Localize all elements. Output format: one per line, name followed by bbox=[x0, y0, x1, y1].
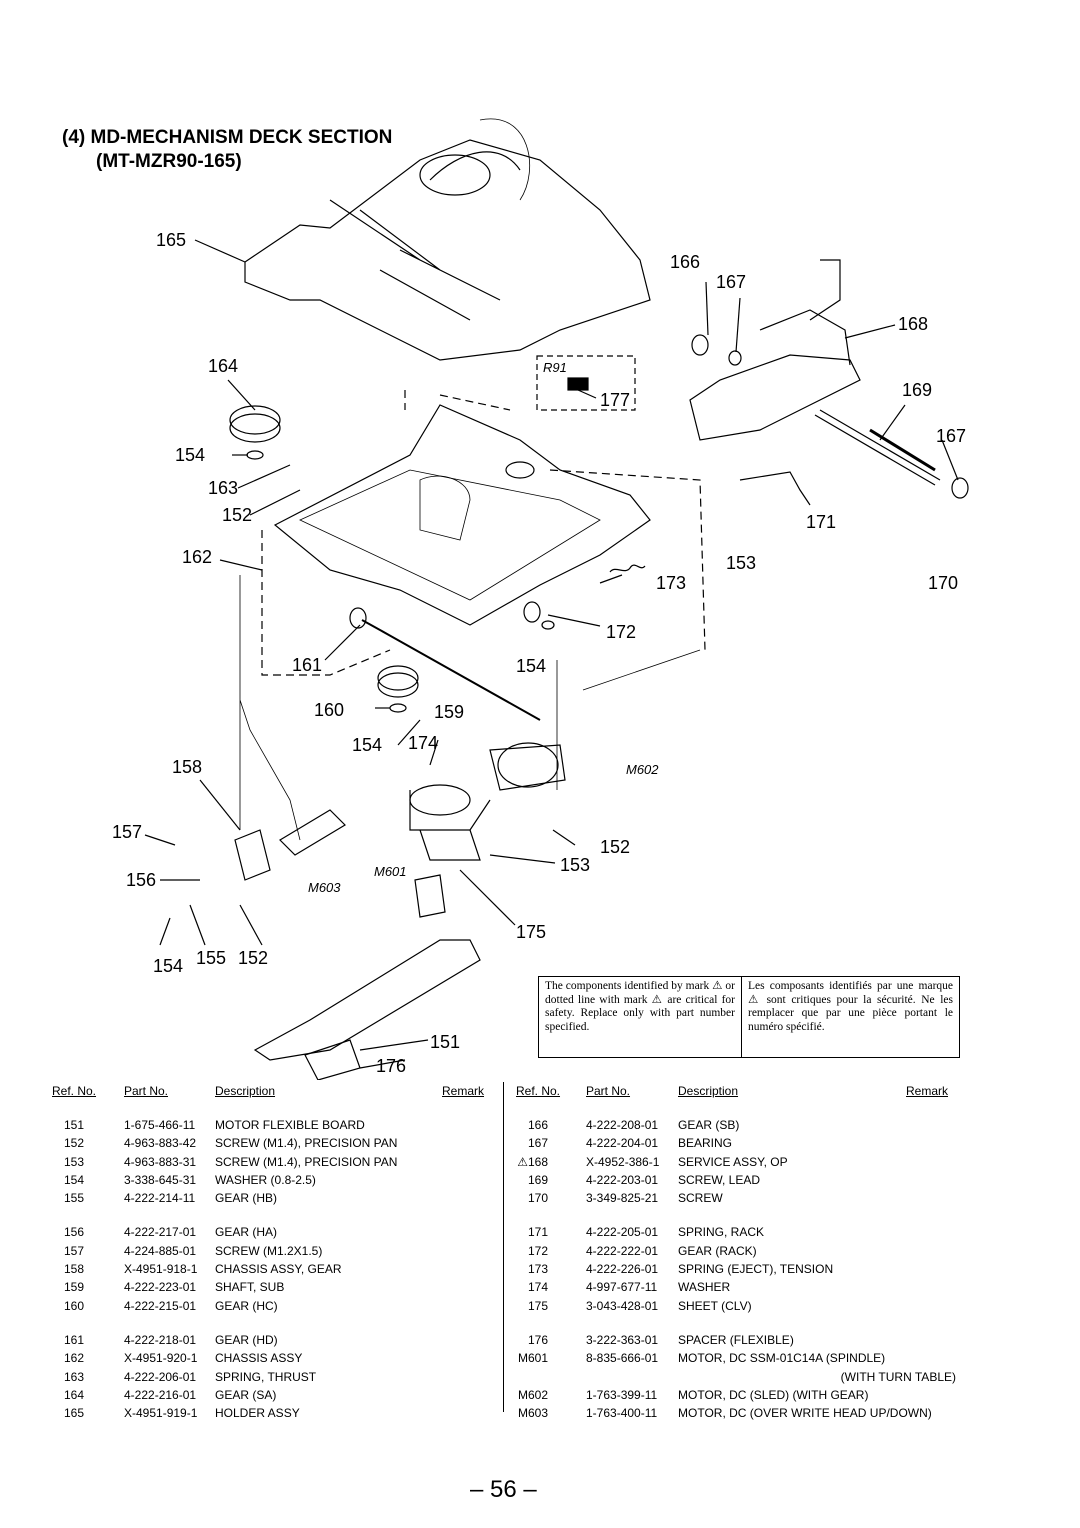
callout-152a: 152 bbox=[222, 505, 253, 525]
desc-cell: GEAR (HB) bbox=[215, 1191, 278, 1206]
table-row bbox=[516, 1351, 956, 1369]
part-cell: 4-222-214-11 bbox=[124, 1191, 196, 1206]
safety-notice-fr: Les composants identifiés par une marque ⚠ sont critiques pour la sécurité. Ne les remplacer que par une pièce portant le numéro spécifié. bbox=[748, 980, 953, 1033]
section-title-line2: (MT-MZR90-165) bbox=[96, 151, 242, 172]
desc-cell: GEAR (SB) bbox=[678, 1118, 740, 1132]
callout-164: 164 bbox=[208, 356, 239, 376]
desc-cell: GEAR (HD) bbox=[215, 1332, 278, 1347]
part-cell: 3-043-428-01 bbox=[586, 1298, 659, 1313]
desc-cell: SPRING (EJECT), TENSION bbox=[678, 1262, 834, 1277]
ref-cell: 172 bbox=[527, 1243, 548, 1258]
ref-cell: 173 bbox=[527, 1262, 548, 1277]
table-row bbox=[516, 1173, 956, 1191]
ref-label-m603: M603 bbox=[308, 880, 341, 895]
desc-cell: SCREW bbox=[678, 1191, 723, 1206]
desc-cell: GEAR (RACK) bbox=[678, 1243, 757, 1258]
table-row bbox=[52, 1299, 492, 1317]
safety-notice bbox=[538, 976, 960, 1058]
table-row bbox=[516, 1262, 956, 1280]
desc-cell: WASHER (0.8-2.5) bbox=[215, 1172, 316, 1187]
table-row bbox=[516, 1155, 956, 1173]
table-row bbox=[52, 1173, 492, 1191]
table-row bbox=[516, 1225, 956, 1243]
ref-cell: 158 bbox=[63, 1262, 84, 1277]
table-header bbox=[52, 1084, 492, 1102]
table-row bbox=[52, 1244, 492, 1262]
desc-cell: HOLDER ASSY bbox=[215, 1406, 300, 1421]
callout-171: 171 bbox=[806, 512, 837, 532]
callout-158: 158 bbox=[172, 757, 203, 777]
desc-cell: SCREW (M1.2X1.5) bbox=[215, 1243, 323, 1258]
header-remark: Remark bbox=[906, 1084, 949, 1098]
callout-165: 165 bbox=[156, 230, 187, 250]
callout-154d: 154 bbox=[153, 956, 184, 976]
part-cell: 4-222-226-01 bbox=[586, 1262, 659, 1277]
table-row bbox=[52, 1136, 492, 1154]
part-cell: 1-763-400-11 bbox=[586, 1406, 658, 1421]
callout-154a: 154 bbox=[175, 445, 206, 465]
part-cell: 4-222-203-01 bbox=[586, 1172, 659, 1187]
table-row bbox=[516, 1388, 956, 1406]
desc-cell: CHASSIS ASSY, GEAR bbox=[215, 1262, 342, 1277]
table-row bbox=[52, 1406, 492, 1424]
desc-cell: GEAR (HC) bbox=[215, 1298, 278, 1313]
table-row bbox=[516, 1244, 956, 1262]
part-cell: 4-222-216-01 bbox=[124, 1387, 197, 1402]
table-row bbox=[516, 1333, 956, 1351]
callout-177: 177 bbox=[600, 390, 631, 410]
part-cell: 4-224-885-01 bbox=[124, 1243, 197, 1258]
part-cell: 3-222-363-01 bbox=[586, 1332, 659, 1347]
ref-cell: 159 bbox=[63, 1280, 84, 1295]
ref-cell: 161 bbox=[63, 1332, 84, 1347]
callout-162: 162 bbox=[182, 547, 213, 567]
table-row bbox=[52, 1262, 492, 1280]
part-cell: 4-963-883-31 bbox=[124, 1154, 197, 1169]
part-cell: 4-222-204-01 bbox=[586, 1136, 659, 1151]
header-ref: Ref. No. bbox=[516, 1084, 561, 1098]
desc-cell: MOTOR, DC SSM-01C14A (SPINDLE) bbox=[678, 1351, 886, 1366]
table-row bbox=[516, 1191, 956, 1209]
ref-cell: 166 bbox=[527, 1118, 548, 1132]
callout-152c: 152 bbox=[238, 948, 269, 968]
desc-cell: GEAR (SA) bbox=[215, 1387, 277, 1402]
ref-cell: M603 bbox=[517, 1406, 548, 1421]
ref-cell: 157 bbox=[63, 1243, 84, 1258]
parts-table-right bbox=[516, 1084, 956, 1424]
table-row bbox=[516, 1118, 956, 1136]
callout-151: 151 bbox=[430, 1032, 461, 1052]
ref-cell: 174 bbox=[527, 1280, 548, 1295]
part-cell: 4-222-208-01 bbox=[586, 1118, 659, 1132]
safety-notice-en: The components identified by mark ⚠ or dotted line with mark ⚠ are critical for safety. Replace only with part number specified. bbox=[539, 977, 742, 1057]
callout-161: 161 bbox=[292, 655, 323, 675]
part-cell: X-4952-386-1 bbox=[586, 1154, 660, 1169]
desc-cell: MOTOR, DC (OVER WRITE HEAD UP/DOWN) bbox=[678, 1406, 932, 1421]
desc-cell: SCREW (M1.4), PRECISION PAN bbox=[215, 1154, 398, 1169]
header-remark: Remark bbox=[442, 1084, 485, 1098]
parts-table-left bbox=[52, 1084, 492, 1424]
part-cell: 1-763-399-11 bbox=[586, 1387, 658, 1402]
ref-cell: 170 bbox=[527, 1191, 548, 1206]
part-cell: 4-222-222-01 bbox=[586, 1243, 659, 1258]
ref-cell: M602 bbox=[517, 1387, 548, 1402]
callout-172: 172 bbox=[606, 622, 637, 642]
desc-cell: SHEET (CLV) bbox=[678, 1298, 752, 1313]
desc-cell: (WITH TURN TABLE) bbox=[840, 1369, 956, 1384]
part-cell: 4-222-205-01 bbox=[586, 1225, 659, 1240]
desc-cell: SERVICE ASSY, OP bbox=[678, 1154, 788, 1169]
table-row bbox=[52, 1155, 492, 1173]
ref-label-r91: R91 bbox=[543, 360, 567, 375]
part-cell: 4-222-217-01 bbox=[124, 1225, 197, 1240]
part-cell: X-4951-919-1 bbox=[124, 1406, 198, 1421]
callout-154c: 154 bbox=[352, 735, 383, 755]
part-cell: 3-338-645-31 bbox=[124, 1172, 197, 1187]
ref-cell: 156 bbox=[63, 1225, 84, 1240]
part-cell: 4-222-218-01 bbox=[124, 1332, 197, 1347]
callout-157: 157 bbox=[112, 822, 143, 842]
part-cell: 4-222-215-01 bbox=[124, 1298, 197, 1313]
desc-cell: BEARING bbox=[678, 1136, 733, 1151]
ref-cell: 176 bbox=[527, 1332, 548, 1347]
part-cell: X-4951-918-1 bbox=[124, 1262, 198, 1277]
callout-153a: 153 bbox=[726, 553, 757, 573]
ref-label-m602: M602 bbox=[626, 762, 659, 777]
ref-cell: 171 bbox=[527, 1225, 548, 1240]
callout-167: 167 bbox=[716, 272, 747, 292]
table-header bbox=[516, 1084, 956, 1102]
ref-cell: 164 bbox=[63, 1387, 84, 1402]
part-cell: 1-675-466-11 bbox=[124, 1118, 196, 1132]
callout-152b: 152 bbox=[600, 837, 631, 857]
header-desc: Description bbox=[678, 1084, 739, 1098]
callout-163: 163 bbox=[208, 478, 239, 498]
part-cell: 8-835-666-01 bbox=[586, 1351, 659, 1366]
ref-cell: 152 bbox=[63, 1136, 84, 1151]
desc-cell: SPRING, THRUST bbox=[215, 1369, 317, 1384]
desc-cell: MOTOR, DC (SLED) (WITH GEAR) bbox=[678, 1387, 869, 1402]
ref-cell: 169 bbox=[527, 1172, 548, 1187]
desc-cell: MOTOR FLEXIBLE BOARD bbox=[215, 1118, 365, 1132]
table-row bbox=[52, 1225, 492, 1243]
table-row bbox=[52, 1370, 492, 1388]
callout-155: 155 bbox=[196, 948, 227, 968]
page-number: – 56 – bbox=[470, 1476, 537, 1503]
ref-cell: 151 bbox=[63, 1118, 84, 1132]
part-cell: X-4951-920-1 bbox=[124, 1351, 198, 1366]
ref-cell: 154 bbox=[63, 1172, 84, 1187]
ref-cell: 153 bbox=[63, 1154, 84, 1169]
callout-169: 169 bbox=[902, 380, 933, 400]
callout-167b: 167 bbox=[936, 426, 967, 446]
part-cell: 4-963-883-42 bbox=[124, 1136, 197, 1151]
callout-175: 175 bbox=[516, 922, 547, 942]
ref-cell: 162 bbox=[63, 1351, 84, 1366]
callout-174: 174 bbox=[408, 733, 439, 753]
table-row bbox=[52, 1333, 492, 1351]
part-cell: 4-997-677-11 bbox=[586, 1280, 658, 1295]
table-row bbox=[52, 1118, 492, 1136]
callout-159: 159 bbox=[434, 702, 465, 722]
part-cell: 4-222-206-01 bbox=[124, 1369, 197, 1384]
table-row bbox=[52, 1191, 492, 1209]
desc-cell: SCREW (M1.4), PRECISION PAN bbox=[215, 1136, 398, 1151]
header-ref: Ref. No. bbox=[52, 1084, 97, 1098]
table-row bbox=[516, 1406, 956, 1424]
table-divider bbox=[503, 1082, 504, 1412]
table-row bbox=[516, 1136, 956, 1154]
section-title-line1: (4) MD-MECHANISM DECK SECTION bbox=[62, 127, 393, 148]
desc-cell: CHASSIS ASSY bbox=[215, 1351, 303, 1366]
callout-170: 170 bbox=[928, 573, 959, 593]
ref-label-m601: M601 bbox=[374, 864, 407, 879]
ref-cell: 167 bbox=[527, 1136, 548, 1151]
part-cell: 3-349-825-21 bbox=[586, 1191, 659, 1206]
desc-cell: SPRING, RACK bbox=[678, 1225, 765, 1240]
callout-156: 156 bbox=[126, 870, 157, 890]
ref-cell: 163 bbox=[63, 1369, 84, 1384]
table-row bbox=[516, 1280, 956, 1298]
table-row bbox=[52, 1351, 492, 1369]
ref-cell: 165 bbox=[63, 1406, 84, 1421]
header-part: Part No. bbox=[124, 1084, 169, 1098]
desc-cell: GEAR (HA) bbox=[215, 1225, 278, 1240]
desc-cell: SHAFT, SUB bbox=[215, 1280, 285, 1295]
table-row bbox=[516, 1370, 956, 1388]
header-desc: Description bbox=[215, 1084, 276, 1098]
callout-168: 168 bbox=[898, 314, 929, 334]
desc-cell: SPACER (FLEXIBLE) bbox=[678, 1332, 794, 1347]
callout-154b: 154 bbox=[516, 656, 547, 676]
ref-cell: ⚠168 bbox=[517, 1154, 548, 1169]
table-row bbox=[52, 1388, 492, 1406]
table-row bbox=[52, 1280, 492, 1298]
callout-160: 160 bbox=[314, 700, 345, 720]
ref-cell: 175 bbox=[527, 1298, 548, 1313]
callout-173: 173 bbox=[656, 573, 687, 593]
desc-cell: SCREW, LEAD bbox=[678, 1172, 761, 1187]
ref-cell: 160 bbox=[63, 1298, 84, 1313]
part-cell: 4-222-223-01 bbox=[124, 1280, 197, 1295]
ref-cell: 155 bbox=[63, 1191, 84, 1206]
callout-176: 176 bbox=[376, 1056, 407, 1076]
header-part: Part No. bbox=[586, 1084, 631, 1098]
callout-153b: 153 bbox=[560, 855, 591, 875]
desc-cell: WASHER bbox=[678, 1280, 731, 1295]
table-row bbox=[516, 1299, 956, 1317]
callout-166: 166 bbox=[670, 252, 701, 272]
ref-cell: M601 bbox=[517, 1351, 548, 1366]
